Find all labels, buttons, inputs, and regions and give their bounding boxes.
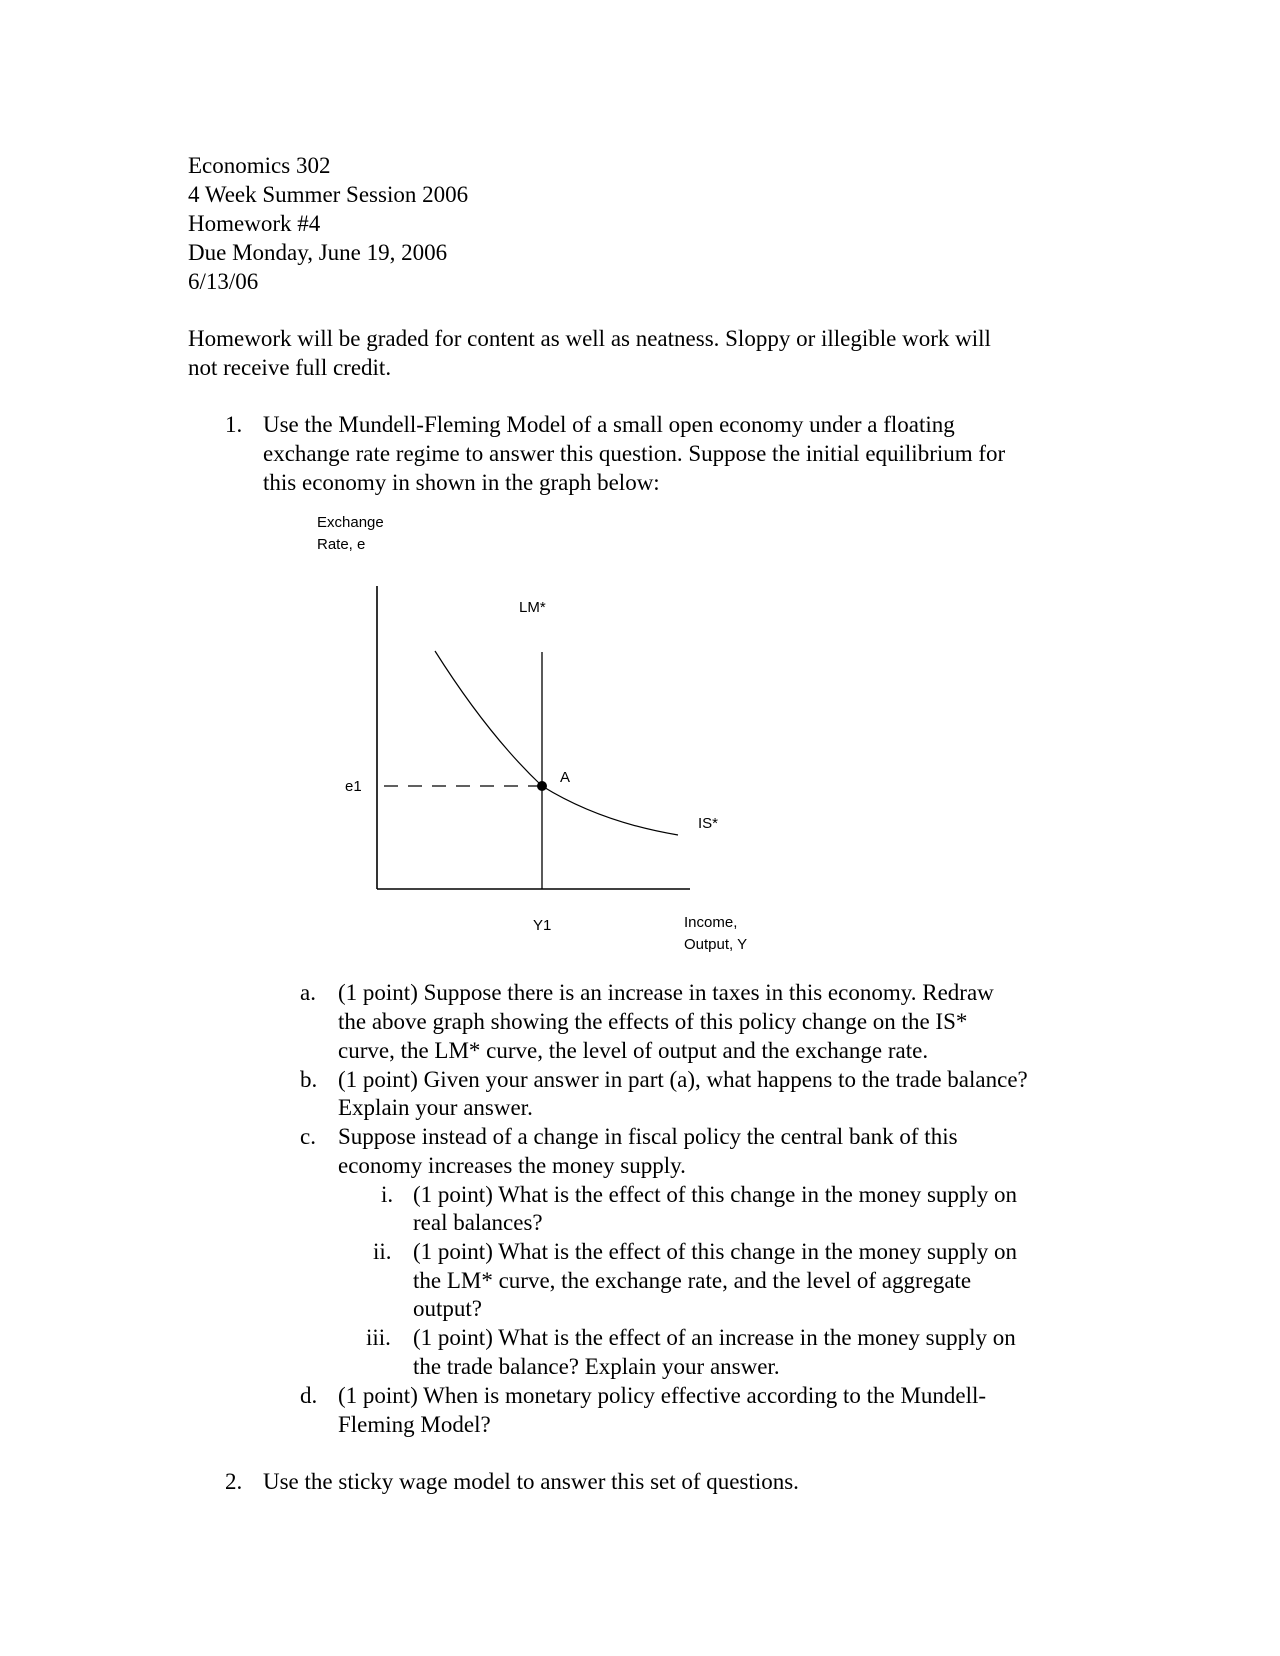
- intro-line: Homework will be graded for content as well as neatness. Sloppy or illegible work will: [188, 326, 991, 351]
- part-text-line: (1 point) When is monetary policy effective according to the Mundell-: [338, 1383, 987, 1408]
- part-text-line: (1 point) Suppose there is an increase in taxes in this economy. Redraw: [338, 980, 994, 1005]
- equilibrium-point-a: [537, 781, 547, 791]
- subpart-text-line: (1 point) What is the effect of this change in the money supply on: [413, 1239, 1018, 1264]
- is-curve: [435, 651, 678, 835]
- part-text-line: the above graph showing the effects of this policy change on the IS*: [338, 1009, 968, 1034]
- part-marker: d.: [300, 1383, 318, 1408]
- subpart-marker: iii.: [366, 1325, 391, 1350]
- subpart-text-line: output?: [413, 1296, 482, 1321]
- issue-date-line: 6/13/06: [188, 269, 259, 294]
- x-axis-label: Income,: [684, 914, 738, 931]
- course-title: Economics 302: [188, 153, 331, 178]
- subpart-marker: i.: [381, 1182, 394, 1207]
- subpart-text-line: (1 point) What is the effect of an increase in the money supply on: [413, 1325, 1016, 1350]
- question-text-line: Use the sticky wage model to answer this set of questions.: [263, 1469, 799, 1494]
- part-text-line: (1 point) Given your answer in part (a), what happens to the trade balance?: [338, 1067, 1028, 1092]
- question-number: 2.: [225, 1469, 243, 1494]
- session-line: 4 Week Summer Session 2006: [188, 182, 469, 207]
- subpart-marker: ii.: [373, 1239, 392, 1264]
- x-axis-label: Output, Y: [684, 936, 748, 953]
- subpart-text-line: the trade balance? Explain your answer.: [413, 1354, 780, 1379]
- part-marker: c.: [300, 1124, 316, 1149]
- e1-label: e1: [345, 778, 362, 795]
- part-marker: a.: [300, 980, 316, 1005]
- part-marker: b.: [300, 1067, 318, 1092]
- part-text-line: Fleming Model?: [338, 1412, 491, 1437]
- question-text-line: exchange rate regime to answer this question. Suppose the initial equilibrium for: [263, 441, 1006, 466]
- question-text-line: this economy in shown in the graph below:: [263, 470, 660, 495]
- due-date-line: Due Monday, June 19, 2006: [188, 240, 448, 265]
- assignment-line: Homework #4: [188, 211, 321, 236]
- point-a-label: A: [560, 769, 571, 786]
- part-text-line: curve, the LM* curve, the level of output and the exchange rate.: [338, 1038, 929, 1063]
- subpart-text-line: real balances?: [413, 1210, 543, 1235]
- subpart-text-line: the LM* curve, the exchange rate, and the level of aggregate: [413, 1268, 972, 1293]
- y1-tick-label: Y1: [533, 917, 552, 934]
- intro-line: not receive full credit.: [188, 355, 392, 380]
- subpart-text-line: (1 point) What is the effect of this change in the money supply on: [413, 1182, 1018, 1207]
- part-text-line: Explain your answer.: [338, 1095, 533, 1120]
- lm-curve-label: LM*: [519, 599, 546, 616]
- question-text-line: Use the Mundell-Fleming Model of a small open economy under a floating: [263, 412, 955, 437]
- part-text-line: economy increases the money supply.: [338, 1153, 686, 1178]
- part-text-line: Suppose instead of a change in fiscal policy the central bank of this: [338, 1124, 958, 1149]
- y-axis-label: Exchange: [317, 514, 384, 531]
- y-axis-label: Rate, e: [317, 536, 366, 553]
- is-curve-label: IS*: [698, 815, 719, 832]
- question-number: 1.: [225, 412, 243, 437]
